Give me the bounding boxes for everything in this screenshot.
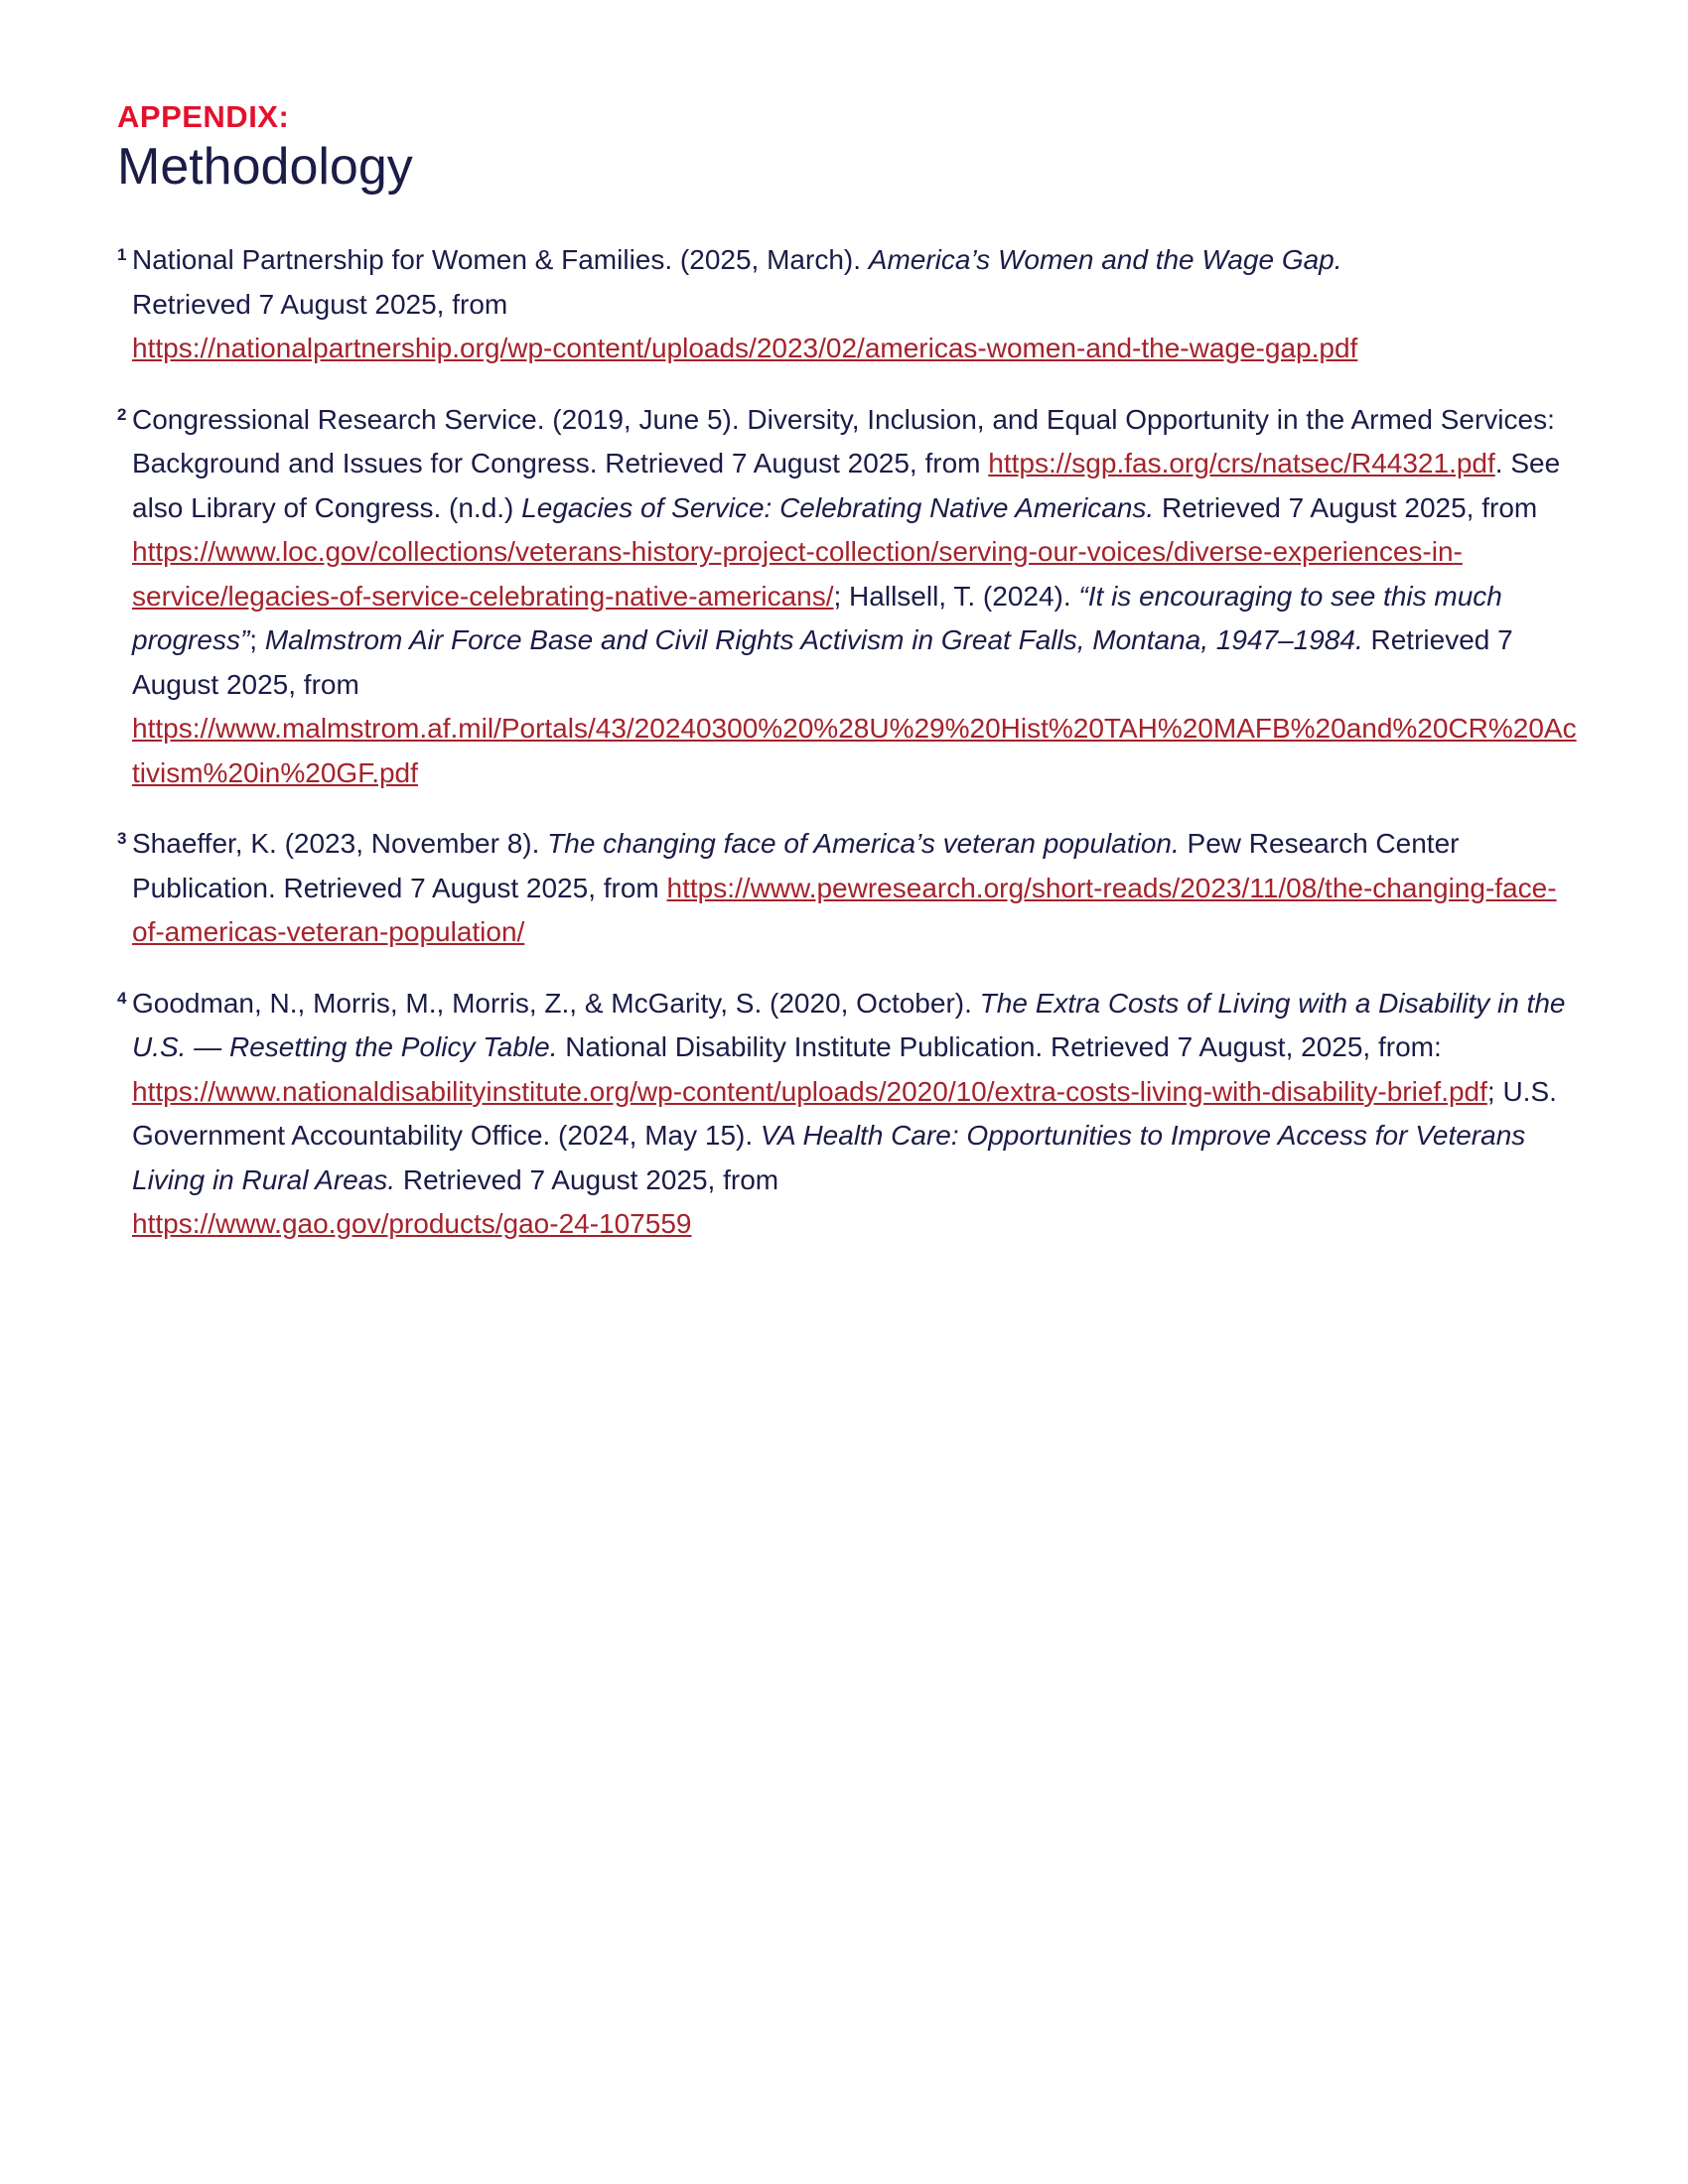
citation-text: ; Hallsell, T. (2024). xyxy=(833,580,1079,612)
citation-link[interactable]: https://www.gao.gov/products/gao-24-107559 xyxy=(132,1208,692,1239)
citation-text: . See also Library of Congress. (n.d.) xyxy=(132,448,1561,523)
citation-link[interactable]: https://www.nationaldisabilityinstitute.org/wp-content/uploads/2020/10/extra-costs-living-with-disability-brief.pdf xyxy=(132,1075,1487,1107)
citation-text: Retrieved 7 August 2025, from xyxy=(1154,491,1538,523)
footnote-number: 3 xyxy=(117,829,127,848)
citation-text: Retrieved 7 August 2025, from xyxy=(132,624,1513,700)
citation-text: National Disability Institute Publication. Retrieved 7 August, 2025, from: xyxy=(557,1031,1442,1062)
citation-text: Shaeffer, K. (2023, November 8). xyxy=(132,828,548,859)
citation-link[interactable]: https://www.loc.gov/collections/veterans-history-project-collection/serving-our-voices/diverse-experiences-in-service/legacies-of-service-celebrating-native-americans/ xyxy=(132,536,1463,612)
citation-title: VA Health Care: Opportunities to Improve Access for Veterans Living in Rural Areas. xyxy=(132,1120,1526,1195)
citation-text: Retrieved 7 August 2025, from xyxy=(132,288,508,320)
footnote-4 xyxy=(117,982,1577,1247)
citation-link[interactable]: https://www.malmstrom.af.mil/Portals/43/20240300%20%28U%29%20Hist%20TAH%20MAFB%20and%20CR%20Activism%20in%20GF.pdf xyxy=(132,713,1577,788)
footnote-1 xyxy=(117,238,1577,371)
footnote-3 xyxy=(117,822,1577,955)
citation-text: National Partnership for Women & Families. (2025, March). xyxy=(132,244,869,275)
citation-title: Malmstrom Air Force Base and Civil Rights Activism in Great Falls, Montana, 1947–1984. xyxy=(264,624,1363,655)
citation-text: ; U.S. Government Accountability Office. (2024, May 15). xyxy=(132,1075,1557,1151)
citation-title: America’s Women and the Wage Gap. xyxy=(868,244,1342,275)
citation-title: The changing face of America’s veteran population. xyxy=(547,828,1180,859)
citation-text: Retrieved 7 August 2025, from xyxy=(395,1163,779,1195)
citation-link[interactable]: https://sgp.fas.org/crs/natsec/R44321.pdf xyxy=(988,448,1495,478)
citation-text: Congressional Research Service. (2019, June 5). Diversity, Inclusion, and Equal Opportunity in the Armed Services: Background and Issues for Congress. Retrieved 7 August 2025, from xyxy=(132,403,1555,478)
citation-text: ; xyxy=(249,624,265,655)
footnote-number: 4 xyxy=(117,988,127,1008)
citation-link[interactable]: https://nationalpartnership.org/wp-content/uploads/2023/02/americas-women-and-the-wage-gap.pdf xyxy=(132,333,1358,363)
footnote-number: 2 xyxy=(117,404,127,424)
citation-text: Pew Research Center Publication. Retrieved 7 August 2025, from xyxy=(132,828,1460,903)
citation-title: Legacies of Service: Celebrating Native Americans. xyxy=(521,491,1155,523)
footnotes-list xyxy=(117,238,1577,1274)
footnote-number: 1 xyxy=(117,245,127,264)
citation-title: The Extra Costs of Living with a Disability in the U.S. — Resetting the Policy Table. xyxy=(132,987,1566,1062)
footnote-2 xyxy=(117,398,1577,796)
appendix-label: APPENDIX: xyxy=(117,99,290,134)
citation-link[interactable]: https://www.pewresearch.org/short-reads/2023/11/08/the-changing-face-of-americas-veteran-population/ xyxy=(132,872,1557,947)
citation-title: “It is encouraging to see this much progress” xyxy=(132,580,1502,655)
page-title: Methodology xyxy=(117,138,413,196)
citation-text: Goodman, N., Morris, M., Morris, Z., & McGarity, S. (2020, October). xyxy=(132,987,980,1019)
